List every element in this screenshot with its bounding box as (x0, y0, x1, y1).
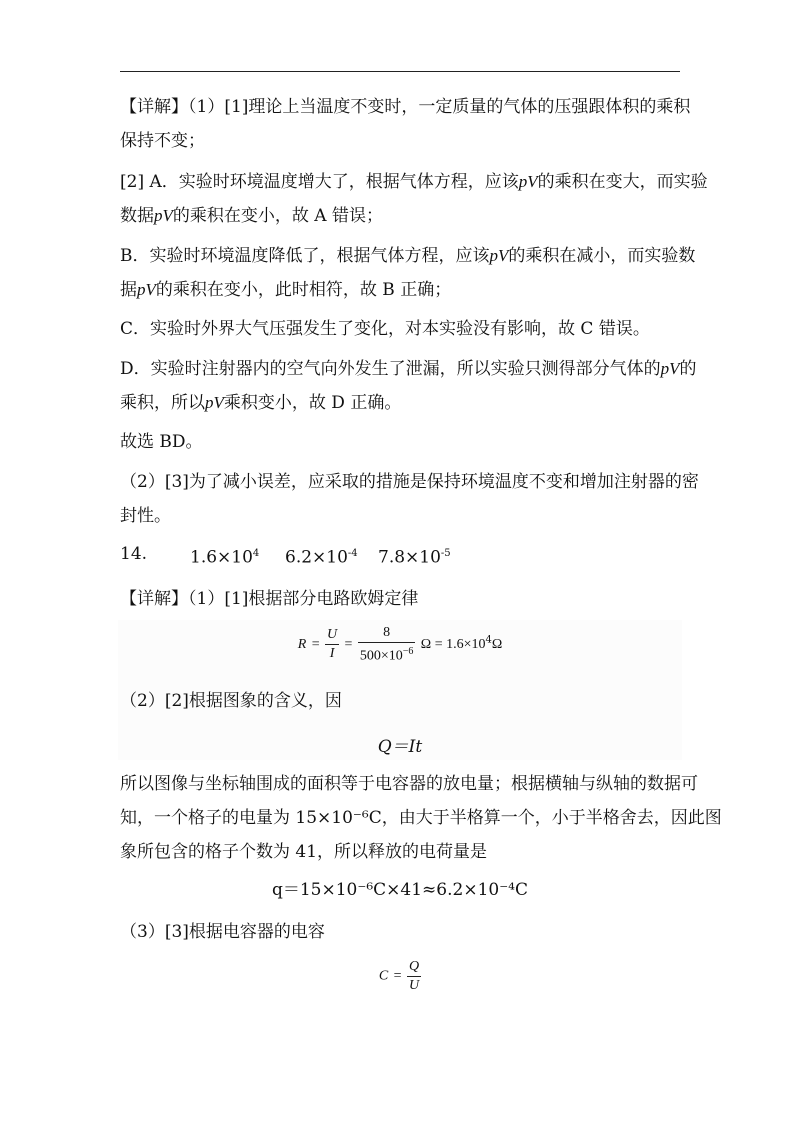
option-c-line: C．实验时外界大气压强发生了变化，对本实验没有影响，故 C 错误。 (120, 319, 650, 339)
option-d-line: D．实验时注射器内的空气向外发生了泄漏，所以实验只测得部分气体的pV的 (120, 359, 697, 379)
answer-1: $1.6\times 10^4$ (190, 547, 260, 568)
option-b-line: 据pV的乘积在变小，此时相符，故 B 正确； (120, 280, 452, 300)
detail-line: （3）[3]根据电容器的电容 (120, 922, 325, 942)
detail-line: 象所包含的格子个数为 41，所以释放的电荷量是 (120, 842, 488, 862)
question-number: 14. (120, 544, 148, 564)
ohm-law-equation: R = $\frac{U}{I}$ = $\frac{8}{500\times 10^{-6}}$ $\Omega = 1.6\times 10^4\Omega$ (297, 625, 503, 664)
detail-line: 【详解】（1）[1]理论上当温度不变时，一定质量的气体的压强跟体积的乘积 (120, 97, 691, 117)
option-b-line: B．实验时环境温度降低了，根据气体方程，应该pV的乘积在减小，而实验数 (120, 246, 696, 266)
answer-2: $6.2\times 10^{-4}$ (285, 547, 358, 568)
option-a-line: 数据pV的乘积在变小，故 A 错误； (120, 206, 383, 226)
detail-line: 所以图像与坐标轴围成的面积等于电容器的放电量；根据横轴与纵轴的数据可 (120, 774, 698, 794)
option-a-line: [2] A．实验时环境温度增大了，根据气体方程，应该pV的乘积在变大，而实验 (120, 172, 708, 192)
detail-line: 保持不变； (120, 131, 205, 151)
detail-line: 封性。 (120, 506, 171, 526)
charge-calculation: q＝15×10⁻⁶C×41≈6.2×10⁻⁴C (271, 880, 528, 900)
header-rule (120, 71, 680, 72)
detail-line: 【详解】（1）[1]根据部分电路欧姆定律 (120, 589, 419, 609)
detail-line: （2）[2]根据图象的含义，因 (120, 691, 342, 711)
answer-choice: 故选 BD。 (120, 432, 203, 452)
answer-3: $7.8\times 10^{-5}$ (378, 547, 451, 568)
charge-equation: Q＝It (377, 737, 423, 757)
option-d-line: 乘积，所以pV乘积变小，故 D 正确。 (120, 393, 402, 413)
capacitance-equation: C = $\frac{Q}{U}$ (378, 959, 420, 993)
detail-line: （2）[3]为了减小误差，应采取的措施是保持环境温度不变和增加注射器的密 (120, 472, 699, 492)
equation-block (118, 620, 682, 760)
detail-line: 知，一个格子的电量为 15×10⁻⁶C，由大于半格算一个，小于半格舍去，因此图 (120, 808, 722, 828)
